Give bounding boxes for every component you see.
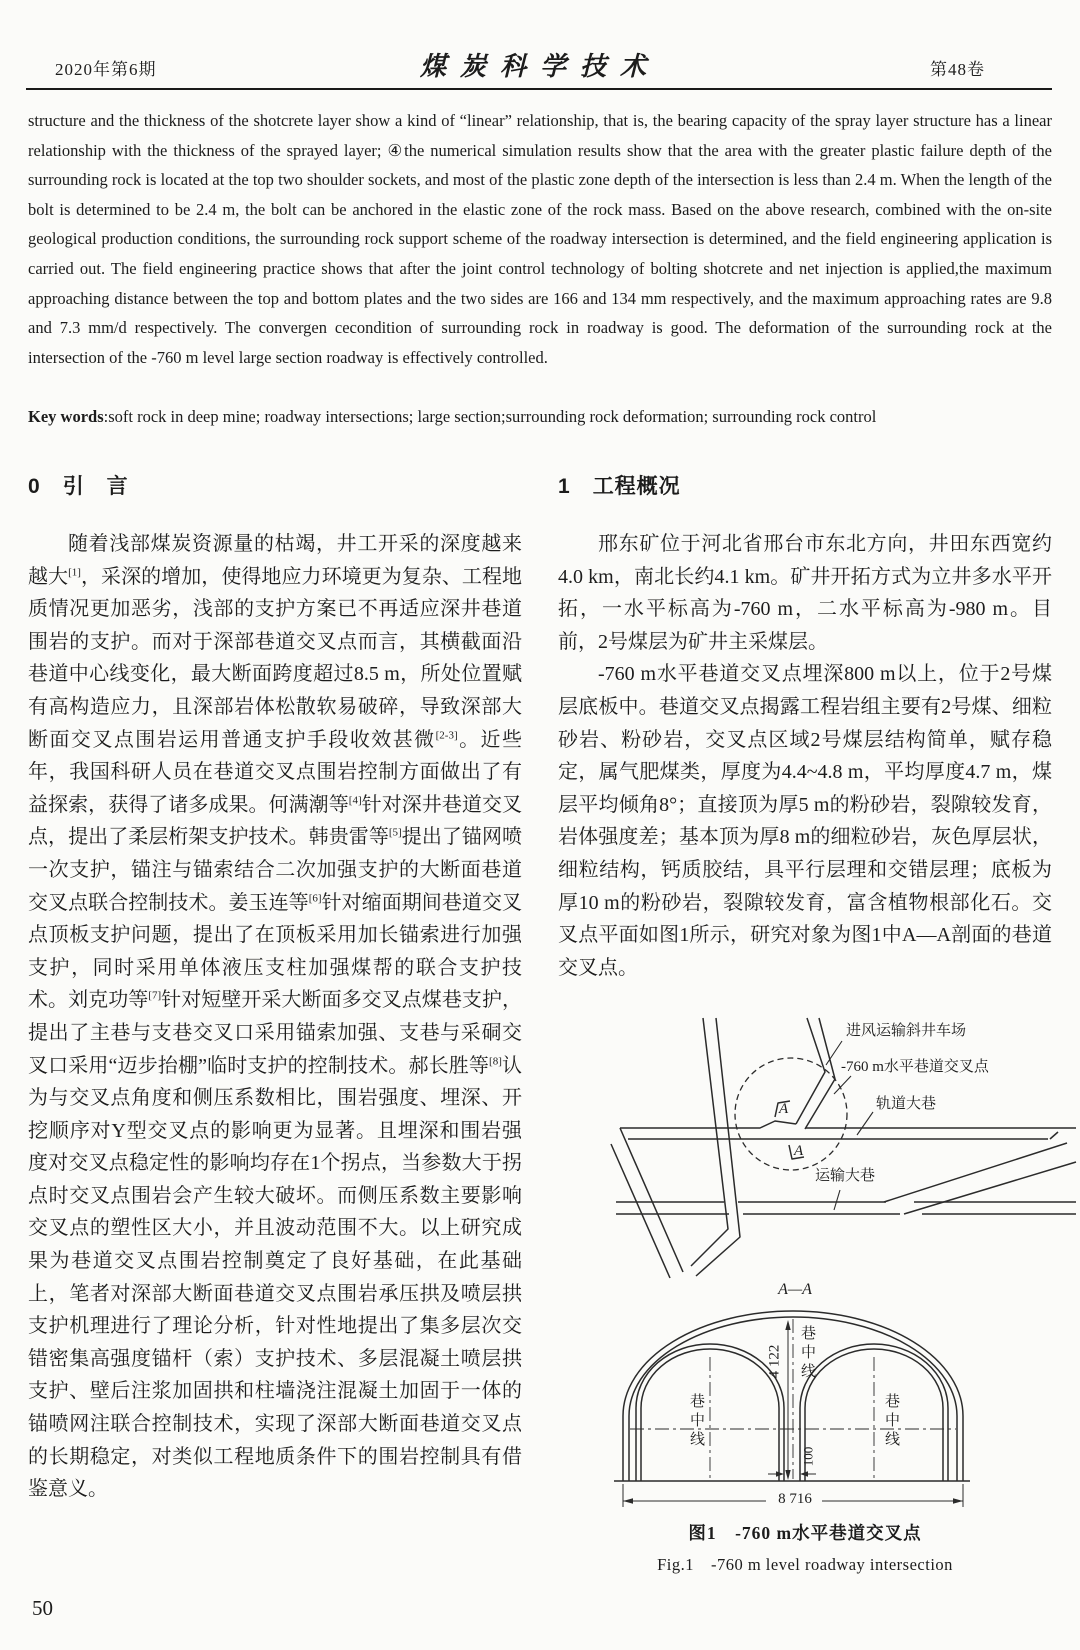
page-number: 50 (32, 1596, 53, 1620)
intro-paragraph: 随着浅部煤炭资源量的枯竭，井工开采的深度越来越大[1]，采深的增加，使得地应力环境更为复杂、工程地质情况更加恶劣，浅部的支护方案已不再适应深井巷道围岩的支护。而对于深部巷道交叉点而言，其横截面沿巷道中心线变化，最大断面跨度超过8.5 m，所处位置赋有高构造应力，且深部岩体松散软易破碎，导致深部大断面交叉点围岩运用普通支护手段收效甚微[2-3]。近些年，我国科研人员在巷道交叉点围岩控制方面做出了有益探索，获得了诸多成果。何满潮等[4]针对深井巷道交叉点，提出了柔层桁架支护技术。韩贵雷等[5]提出了锚网喷一次支护，锚注与锚索结合二次加强支护的大断面巷道交叉点联合控制技术。姜玉连等[6]针对缩面期间巷道交叉点顶板支护问题，提出了在顶板采用加长锚索进行加强支护，同时采用单体液压支柱加强煤帮的联合支护技术。刘克功等[7]针对短壁开采大断面多交叉点煤巷支护，提出了主巷与支巷交叉口采用锚索加强、支巷与采硐交叉口采用“迈步抬棚”临时支护的控制技术。郝长胜等[8]认为与交叉点角度和侧压系数相比，围岩强度、埋深、开挖顺序对Y型交叉点的影响更为显著。且埋深和围岩强度对交叉点稳定性的影响均存在1个拐点，当参数大于拐点时交叉点围岩会产生较大破坏。而侧压系数主要影响交叉点的塑性区大小，并且波动范围不大。以上研究成果为巷道交叉点围岩控制奠定了良好基础，在此基础上，笔者对深部大断面巷道交叉点围岩承压拱及喷层拱支护机理进行了理论分析，针对性地提出了集多层次交错密集高强度锚杆（索）支护技术、多层混凝土喷层拱支护、壁后注浆加固拱和柱墙浇注混凝土加固于一体的锚喷网注联合控制技术，实现了深部大断面巷道交叉点的长期稳定，对类似工程地质条件下的围岩控制具有借鉴意义。 (28, 533, 523, 1501)
track-roadway-upper-line (620, 1121, 796, 1128)
section-0-heading (28, 470, 129, 500)
intro-column (28, 528, 522, 1506)
journal-title: 煤炭科学技术 (419, 52, 660, 82)
height-arrow-top (785, 1320, 790, 1330)
plan-label-yard: 进风运输斜井车场 (846, 1023, 967, 1039)
leader-track (857, 1112, 873, 1135)
cross-section-drawing (570, 1283, 1080, 1517)
figure1-caption-en: Fig.1 -760 m level roadway intersection (657, 1555, 953, 1574)
left-slant-line-1 (620, 1128, 683, 1272)
keywords-label: Key words (28, 407, 104, 426)
section-1-heading (558, 470, 681, 500)
plan-label-transport-roadway: 运输大巷 (815, 1168, 876, 1184)
track-roadway-notch (1050, 1132, 1058, 1139)
section-1-title: 工程概况 (592, 475, 681, 498)
height-dimension-text: 4 122 (766, 1344, 783, 1379)
plan-section-letter-bottom: A (794, 1143, 804, 1159)
gap-dimension-text: 100 (800, 1446, 816, 1467)
plan-label-track-roadway: 轨道大巷 (876, 1096, 937, 1112)
left-slant-line-2 (611, 1144, 670, 1278)
keywords-line (28, 404, 1052, 430)
branch-roadway-line-2 (805, 1018, 835, 1129)
plan-label-intersection: -760 m水平巷道交叉点 (841, 1059, 989, 1075)
width-arrow-left (623, 1498, 633, 1503)
overview-paragraph-2: -760 m水平巷道交叉点埋深800 m以上，位于2号煤层底板中。巷道交叉点揭露工程岩组主要有2号煤、细粒砂岩、粉砂岩，交叉点区域2号煤层结构简单，赋存稳定，属气肥煤类，厚度为4.4~4.8 m，平均厚度4.7 m，煤层平均倾角8°；直接顶为厚5 m的粉砂岩，裂隙较发育，岩体强度差；基本顶为厚8 m的细粒砂岩，灰色厚层状，细粒结构，钙质胶结，具平行层理和交错层理；底板为厚10 m的粉砂岩，裂隙较发育，富含植物根部化石。交叉点平面如图1所示，研究对象为图1中A—A剖面的巷道交叉点。 (558, 663, 1052, 979)
section-title-aa: A—A (778, 1281, 812, 1298)
figure1-cross-section (570, 1283, 1080, 1517)
width-dimension-text: 8 716 (778, 1491, 812, 1507)
overview-column (558, 528, 1052, 984)
header-volume: 第48卷 (930, 60, 985, 79)
figure1-plan-view (570, 1016, 1080, 1280)
plan-section-letter-top: A (779, 1101, 789, 1117)
keywords-text: :soft rock in deep mine; roadway intersections; large section;surrounding rock deformation; surrounding rock control (103, 407, 877, 426)
centerline-label-middle: 巷中线 (799, 1325, 815, 1382)
plan-drawing (570, 1016, 1080, 1280)
height-arrow-bottom (785, 1470, 790, 1480)
leader-intersection (834, 1076, 851, 1094)
overview-paragraph-1: 邢东矿位于河北省邢台市东北方向，井田东西宽约4.0 km，南北长约4.1 km。矿井开拓方式为立井多水平开拓，一水平标高为-760 m，二水平标高为-980 m。目前，2号煤层为矿井主采煤层。 (558, 533, 1052, 653)
branch-roadway-line-1 (796, 1018, 825, 1124)
abstract-text: structure and the thickness of the shotcrete layer show a kind of “linear” relationship, that is, the bearing capacity of the spray layer structure has a linear relationship with the thickness of the sprayed layer; ④the numerical simulation results show that the area with the greater plastic failure depth of the surrounding rock is located at the top two shoulder sockets, and most of the plastic zone depth of the intersection is less than 2.4 m. When the length of the bolt is determined to be 2.4 m, the bolt can be anchored in the elastic zone of the rock mass. Based on the above research, combined with the on-site geological production conditions, the surrounding rock support scheme of the roadway intersection is determined, and the field engineering application is carried out. The field engineering practice shows that after the joint control technology of bolting shotcrete and net injection is applied,the maximum approaching distance between the top and bottom plates and the two sides are 166 and 134 mm respectively, and the maximum approaching rates are 9.8 and 7.3 mm/d respectively. The convergen cecondition of surrounding rock in roadway is good. The deformation of the surrounding rock at the intersection of the -760 m level large section roadway is effectively controlled. (28, 111, 1052, 367)
vertical-roadway-line-1 (691, 1018, 728, 1266)
width-arrow-right (953, 1498, 963, 1503)
gap-arrow-left (776, 1471, 784, 1476)
header-rule (26, 88, 1052, 90)
section-1-number: 1 (558, 475, 571, 498)
section-0-title: 引 言 (62, 475, 129, 498)
figure1-caption-zh: 图1 -760 m水平巷道交叉点 (688, 1523, 922, 1543)
section-0-number: 0 (28, 475, 41, 498)
leader-transport (834, 1190, 840, 1210)
centerline-label-left: 巷中线 (688, 1393, 704, 1450)
centerline-label-right: 巷中线 (883, 1393, 899, 1450)
header-issue: 2020年第6期 (55, 60, 157, 79)
